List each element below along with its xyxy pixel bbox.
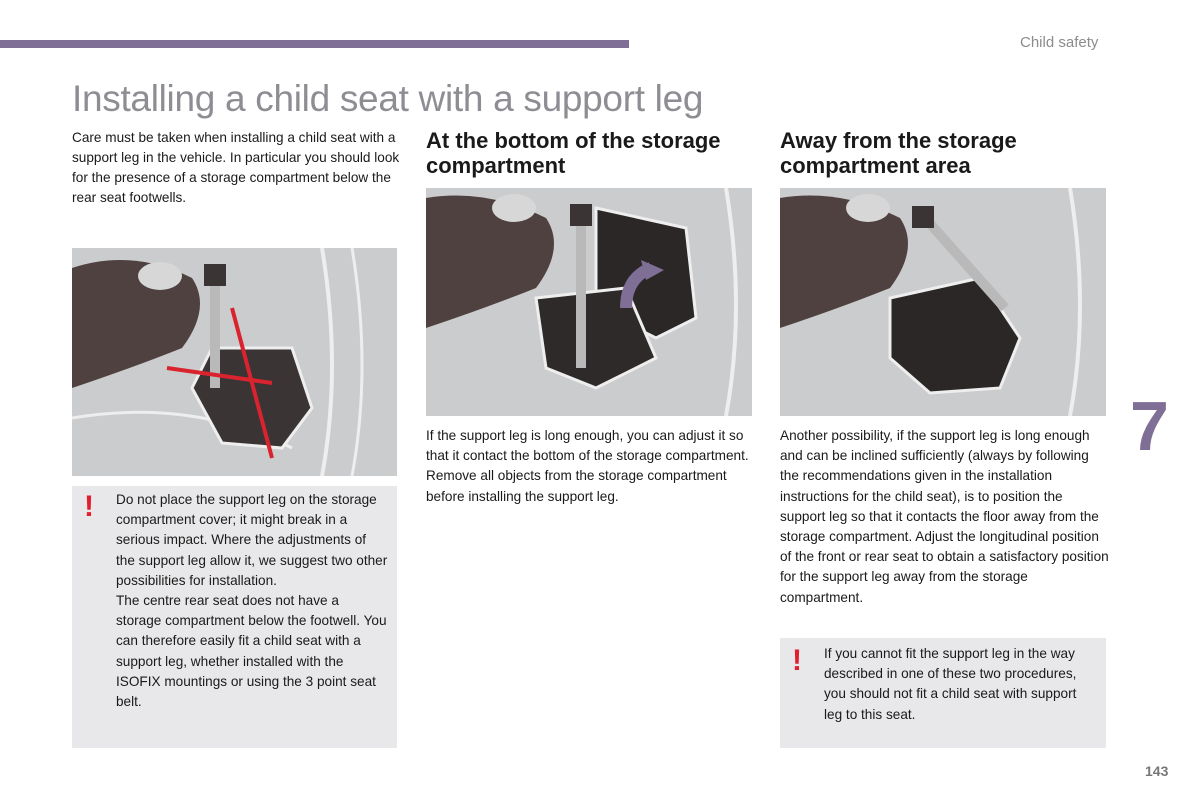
exclamation-icon: !: [84, 490, 94, 523]
heading-bottom-storage: At the bottom of the storage compartment: [426, 128, 721, 178]
illustration-leg-on-cover-incorrect: [72, 248, 397, 476]
warning-box-left: [72, 486, 397, 748]
chapter-number: 7: [1130, 387, 1169, 465]
warning-text-no-fit: If you cannot fit the support leg in the way described in one of these two procedures, you should not fit a child seat with support leg to this seat.: [824, 646, 1077, 722]
exclamation-icon: !: [792, 644, 802, 677]
text-bottom-storage: If the support leg is long enough, you can adjust it so that it contact the bottom of the storage compartment. Remove all objects from the storage compartment before installing the support leg.: [426, 428, 749, 504]
section-label: Child safety: [1020, 34, 1099, 51]
text-away-storage: Another possibility, if the support leg is long enough and can be inclined sufficiently (always by following the recommendations given in the installation instructions for the child seat), is to position the support leg so that it contacts the floor away from the storage compartment. Adjust the longitudinal position of the front or rear seat to obtain a satisfactory position for the support leg away from the storage compartment.: [780, 428, 1109, 605]
page-title: Installing a child seat with a support leg: [72, 78, 704, 119]
warning-text-centre-seat: The centre rear seat does not have a storage compartment below the footwell. You can therefore easily fit a child seat with a support leg, whether installed with the ISOFIX mountings or using the 3 point seat belt.: [116, 593, 387, 710]
page-number: 143: [1145, 763, 1169, 779]
illustration-leg-away-from-storage: [780, 188, 1106, 416]
warning-box-right: [780, 638, 1106, 748]
intro-paragraph: Care must be taken when installing a child seat with a support leg in the vehicle. In particular you should look for the presence of a storage compartment below the rear seat footwells.: [72, 130, 400, 205]
warning-text-cover: Do not place the support leg on the storage compartment cover; it might break in a serious impact. Where the adjustments of the support leg allow it, we suggest two other possibilities for installation.: [116, 492, 388, 588]
header-accent-bar: [0, 40, 629, 48]
illustration-leg-in-storage: [426, 188, 752, 416]
heading-away-storage: Away from the storage compartment area: [780, 128, 1017, 178]
